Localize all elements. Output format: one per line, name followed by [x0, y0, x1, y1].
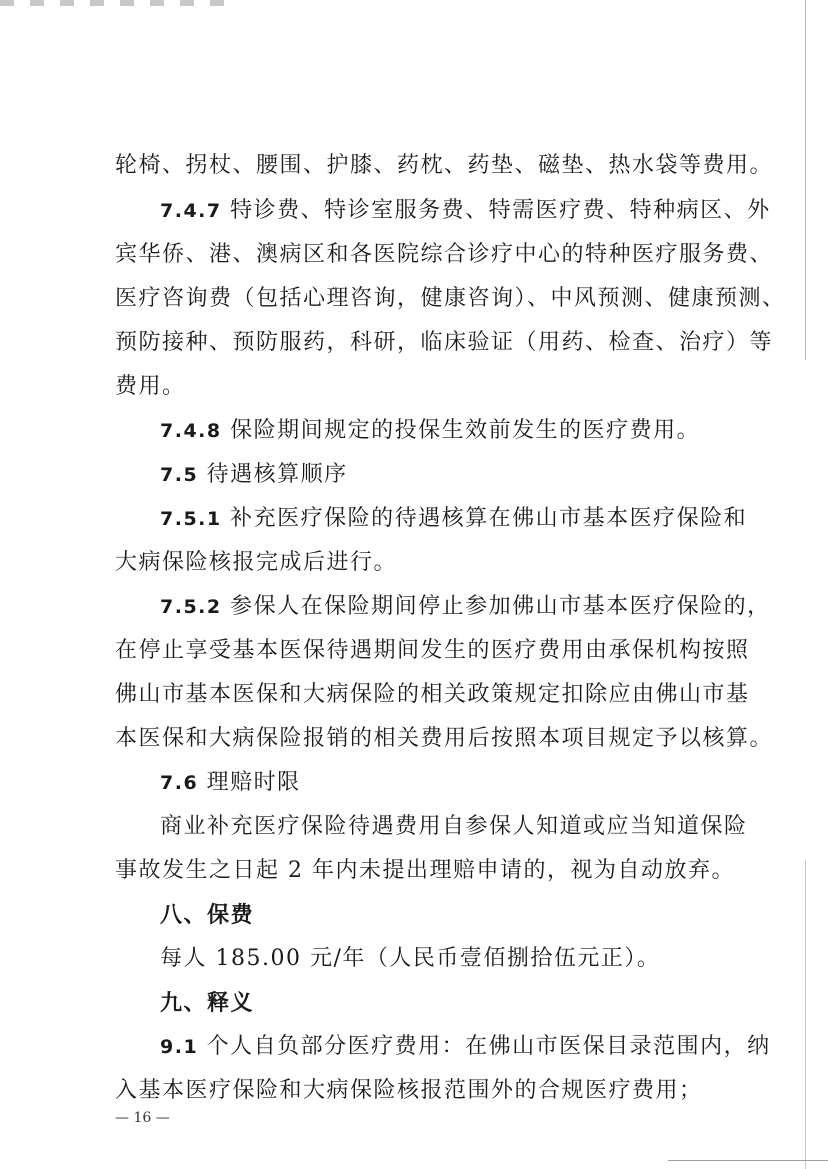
- clause-number: 7.4.8: [160, 420, 222, 442]
- clause-text: 个人自负部分医疗费用：在佛山市医保目录范围内，纳: [198, 1034, 771, 1059]
- text-line: 预防接种、预防服药，科研，临床验证（用药、检查、治疗）等: [115, 330, 774, 355]
- text-line: 事故发生之日起 2 年内未提出理赔申请的，视为自动放弃。: [115, 858, 735, 883]
- text-line: 医疗咨询费（包括心理咨询，健康咨询）、中风预测、健康预测、: [115, 286, 786, 311]
- clause-number: 7.4.7: [160, 200, 222, 222]
- scan-artifact-right-edge: [805, 0, 806, 360]
- section-7-5: [160, 461, 727, 489]
- text-line: 轮椅、拐杖、腰围、护膝、药枕、药垫、磁垫、热水袋等费用。: [115, 153, 774, 178]
- clause-number: 7.5: [160, 464, 199, 486]
- clause-text: 参保人在保险期间停止参加佛山市基本医疗保险的，: [221, 594, 771, 619]
- scan-artifact-bottom-edge: [668, 1160, 828, 1161]
- clause-number: 7.5.1: [160, 508, 222, 530]
- clause-text: 理赔时限: [198, 770, 301, 795]
- clause-7-4-8: [160, 417, 727, 445]
- scan-artifact-right-edge-lower: [805, 860, 806, 1169]
- clause-text: 待遇核算顺序: [198, 462, 348, 487]
- clause-text: 补充医疗保险的待遇核算在佛山市基本医疗保险和: [221, 506, 748, 531]
- text-line: 大病保险核报完成后进行。: [115, 550, 398, 575]
- clause-number: 9.1: [160, 1036, 199, 1058]
- text-line: 费用。: [115, 374, 186, 399]
- clause-9-1: [160, 1033, 771, 1061]
- text-line: 在停止享受基本医保待遇期间发生的医疗费用由承保机构按照: [115, 638, 750, 663]
- clause-7-5-2: [160, 593, 771, 621]
- clause-text: 特诊费、特诊室服务费、特需医疗费、特种病区、外: [221, 198, 771, 223]
- clause-text: 保险期间规定的投保生效前发生的医疗费用。: [221, 418, 701, 443]
- text-line: 佛山市基本医保和大病保险的相关政策规定扣除应由佛山市基: [115, 682, 750, 707]
- text-line: 宾华侨、港、澳病区和各医院综合诊疗中心的特种医疗服务费、: [115, 242, 774, 267]
- text-line: 入基本医疗保险和大病保险核报范围外的合规医疗费用；: [115, 1078, 703, 1103]
- clause-number: 7.6: [160, 772, 199, 794]
- text-line: 本医保和大病保险报销的相关费用后按照本项目规定予以核算。: [115, 726, 774, 751]
- clause-7-5-1: [160, 505, 748, 533]
- section-heading-premium: 八、保费: [160, 902, 255, 928]
- text-line: 每人 185.00 元/年（人民币壹佰捌拾伍元正）。: [160, 946, 661, 971]
- section-heading-definitions: 九、释义: [160, 990, 255, 1016]
- clause-7-4-7: [160, 197, 771, 225]
- text-line: 商业补充医疗保险待遇费用自参保人知道或应当知道保险: [160, 814, 748, 839]
- scan-artifact-top: [0, 0, 240, 6]
- clause-number: 7.5.2: [160, 596, 222, 618]
- page-number: — 16 —: [115, 1110, 170, 1126]
- section-7-6: [160, 769, 727, 797]
